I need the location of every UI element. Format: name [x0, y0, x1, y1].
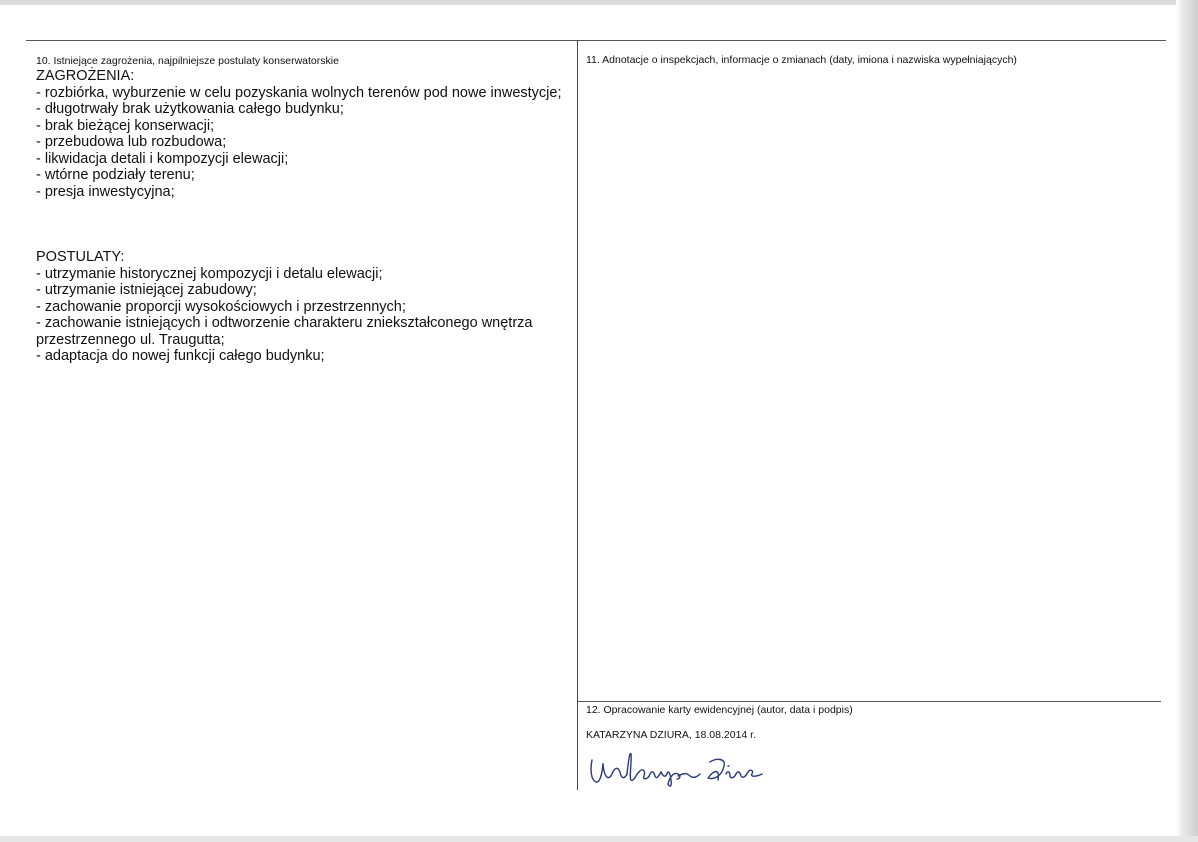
- scan-edge-right: [1176, 0, 1198, 842]
- section-11-heading: 11. Adnotacje o inspekcjach, informacje o zmianach (daty, imiona i nazwiska wypełniających): [586, 54, 1017, 66]
- list-item: - przebudowa lub rozbudowa;: [36, 134, 227, 150]
- list-item: - rozbiórka, wyburzenie w celu pozyskania wolnych terenów pod nowe inwestycje;: [36, 84, 562, 101]
- top-rule: [26, 40, 1166, 41]
- list-item: przestrzennego ul. Traugutta;: [36, 331, 225, 348]
- section-11: [586, 53, 1146, 67]
- list-item: - likwidacja detali i kompozycji elewacji;: [36, 150, 289, 167]
- scan-edge-bottom: [0, 836, 1198, 842]
- list-item: - utrzymanie istniejącej zabudowy;: [36, 282, 257, 298]
- list-item: - utrzymanie historycznej kompozycji i detalu elewacji;: [36, 265, 383, 282]
- postulates-list: [36, 266, 576, 365]
- spacer: [36, 200, 576, 249]
- section-12: [586, 703, 1146, 790]
- postulates-title: POSTULATY:: [36, 249, 125, 265]
- author-line: KATARZYNA DZIURA, 18.08.2014 r.: [586, 729, 757, 741]
- list-item: - presja inwestycyjna;: [36, 183, 175, 200]
- list-item: - adaptacja do nowej funkcji całego budynku;: [36, 348, 325, 364]
- list-item: - długotrwały brak użytkowania całego budynku;: [36, 101, 344, 117]
- section-10: [36, 54, 576, 365]
- threats-title: ZAGROŻENIA:: [36, 68, 135, 84]
- list-item: - brak bieżącej konserwacji;: [36, 117, 215, 134]
- column-divider: [577, 40, 578, 790]
- list-item: - wtórne podziały terenu;: [36, 167, 195, 183]
- list-item: - zachowanie istniejących i odtworzenie charakteru zniekształconego wnętrza: [36, 315, 533, 331]
- section-12-rule: [578, 701, 1161, 702]
- scan-edge-top: [0, 0, 1198, 5]
- list-item: - zachowanie proporcji wysokościowych i przestrzennych;: [36, 298, 406, 315]
- threats-list: [36, 85, 576, 201]
- section-10-heading: 10. Istniejące zagrożenia, najpilniejsze postulaty konserwatorskie: [36, 55, 339, 67]
- section-12-heading: 12. Opracowanie karty ewidencyjnej (autor, data i podpis): [586, 704, 853, 716]
- handwritten-signature: [586, 746, 786, 790]
